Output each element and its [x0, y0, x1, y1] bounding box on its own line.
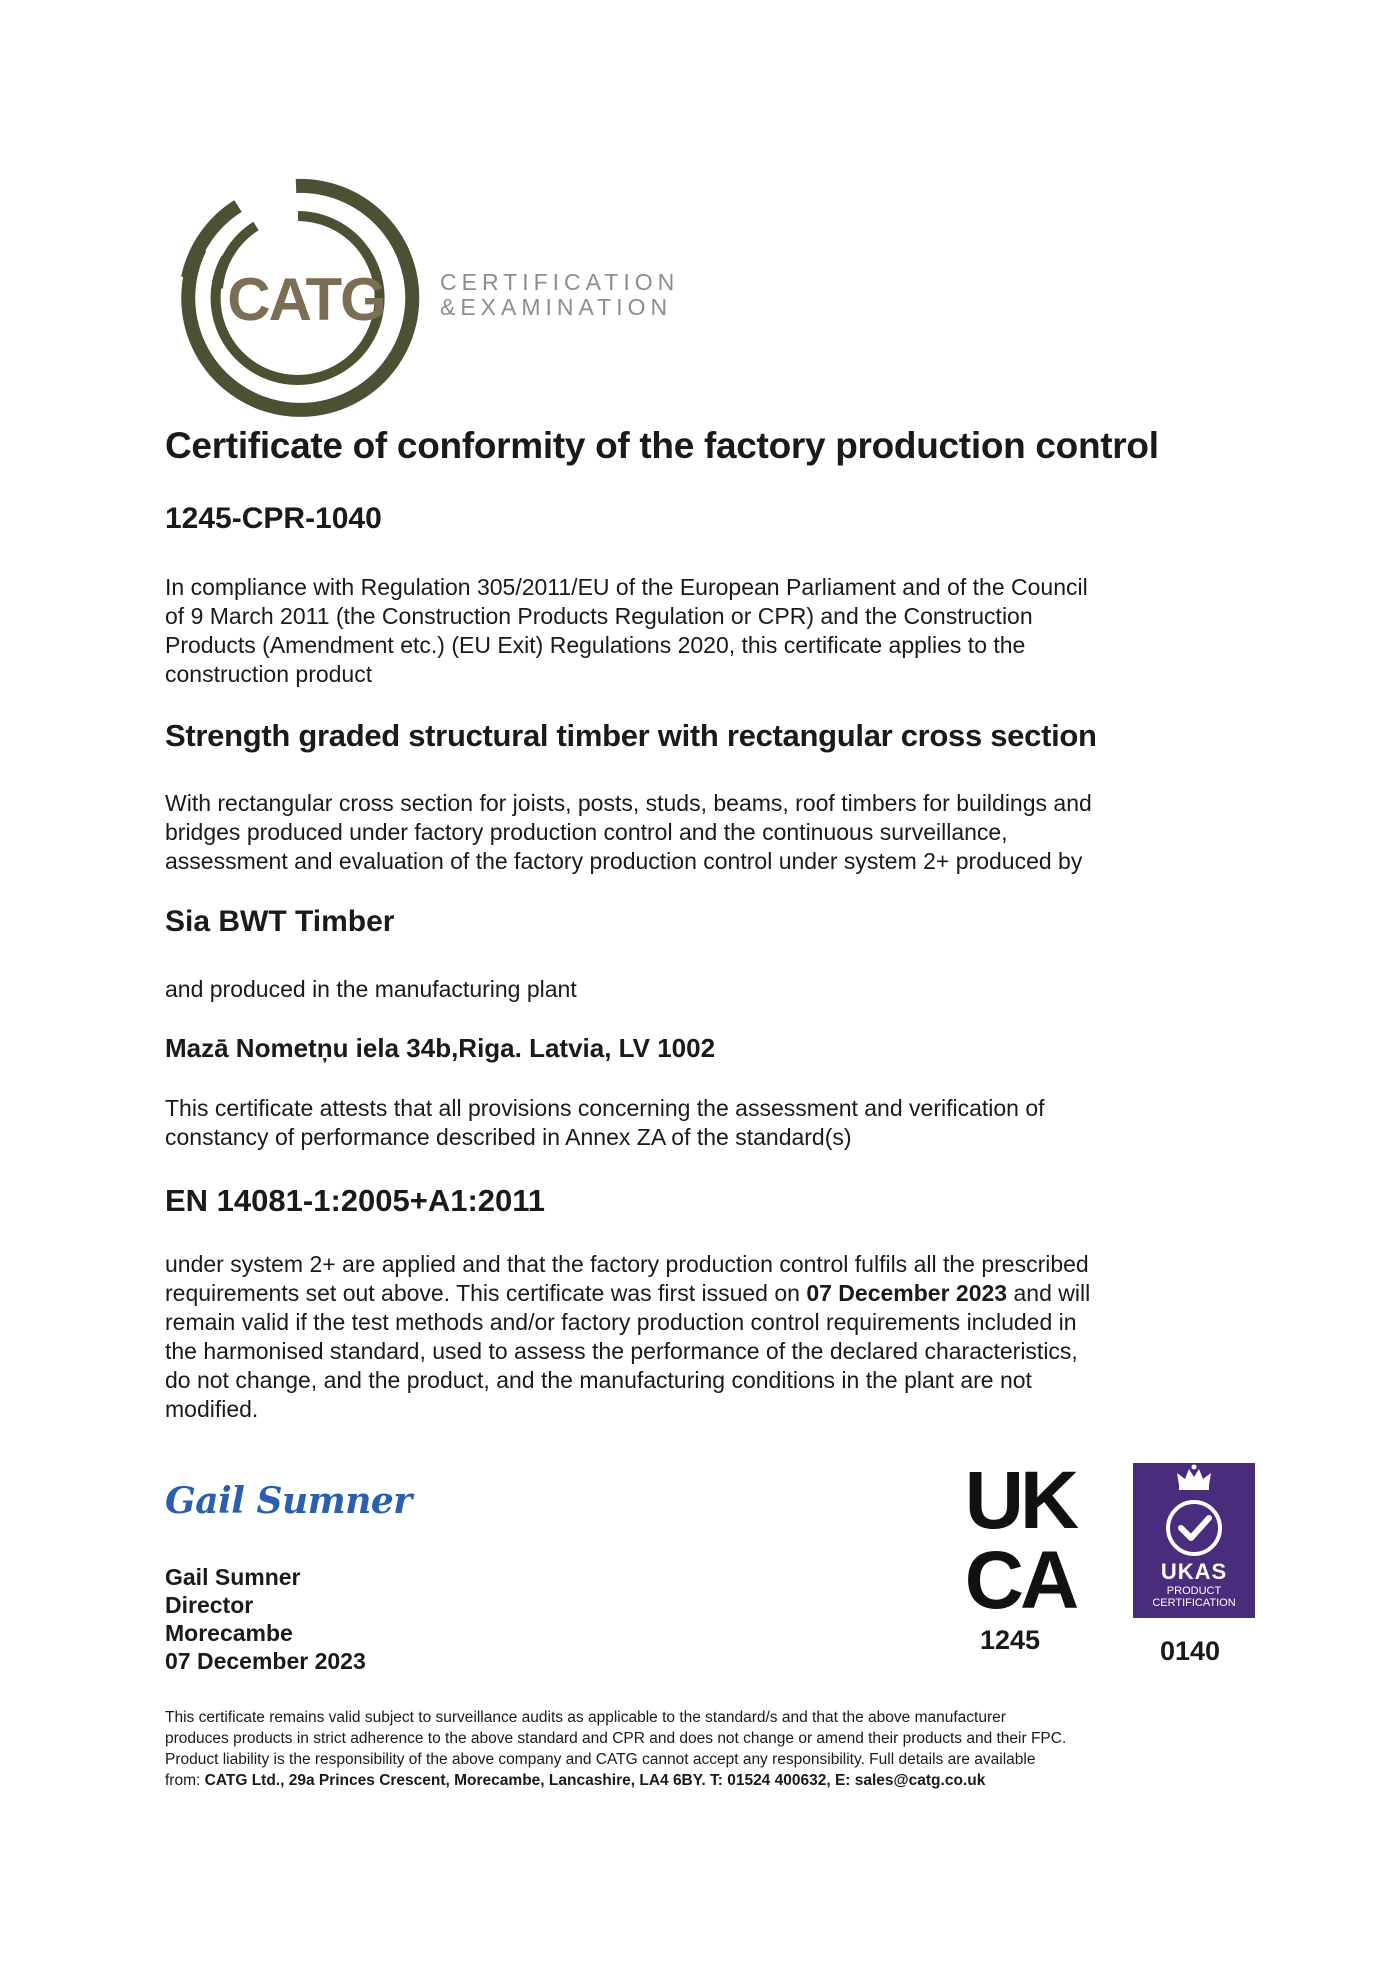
closing-line-text: requirements set out above. This certificate was first issued on — [165, 1280, 807, 1306]
issue-date: 07 December 2023 — [806, 1280, 1008, 1306]
logo-mark-text: CATG — [227, 266, 385, 333]
closing-paragraph — [165, 1250, 1245, 1424]
compliance-line: In compliance with Regulation 305/2011/EU of the European Parliament and of the Council — [165, 574, 1088, 600]
attestation-paragraph — [165, 1094, 1245, 1152]
footer-line: produces products in strict adherence to the above standard and CPR and does not change or amend their products and their FPC. — [165, 1730, 1067, 1747]
signatory-role: Director — [165, 1592, 254, 1618]
logo-tagline-line-1: CERTIFICATION — [440, 269, 680, 295]
signature-date: 07 December 2023 — [165, 1648, 366, 1674]
ukca-mark-top: UK — [964, 1460, 1076, 1546]
compliance-paragraph — [165, 573, 1245, 689]
signatory-name: Gail Sumner — [165, 1564, 301, 1590]
manufacturer-name: Sia BWT Timber — [165, 905, 395, 938]
closing-line: remain valid if the test methods and/or factory production control requirements included in — [165, 1309, 1077, 1335]
logo-tagline — [440, 270, 679, 320]
closing-line-text: and will — [1007, 1280, 1091, 1306]
ukas-mark — [1133, 1463, 1255, 1618]
footer-disclaimer — [165, 1707, 1245, 1791]
closing-line: the harmonised standard, used to assess the performance of the declared characteristics, — [165, 1338, 1078, 1364]
attestation-line: This certificate attests that all provisions concerning the assessment and verification of — [165, 1095, 1045, 1121]
compliance-line: construction product — [165, 661, 373, 687]
plant-intro: and produced in the manufacturing plant — [165, 976, 577, 1002]
closing-line: modified. — [165, 1396, 259, 1422]
handwritten-signature: Gail Sumner — [165, 1480, 412, 1522]
ukas-label: UKAS — [1160, 1559, 1228, 1584]
signatory-location: Morecambe — [165, 1620, 293, 1646]
product-heading: Strength graded structural timber with rectangular cross section — [165, 718, 1097, 753]
product-description — [165, 789, 1245, 876]
footer-line-text: from: — [165, 1772, 205, 1789]
closing-line: under system 2+ are applied and that the factory production control fulfils all the prescribed — [165, 1251, 1089, 1277]
description-line: assessment and evaluation of the factory production control under system 2+ produced by — [165, 848, 1083, 874]
signatory-block — [165, 1563, 366, 1675]
footer-contact: CATG Ltd., 29a Princes Crescent, Morecambe, Lancashire, LA4 6BY. T: 01524 400632, E: sales@catg.co.uk — [204, 1772, 986, 1789]
catg-logo — [178, 178, 678, 418]
ukas-accreditation-number: 0140 — [1160, 1636, 1221, 1666]
certificate-number: 1245-CPR-1040 — [165, 502, 382, 535]
logo-tagline-line-2: &EXAMINATION — [440, 294, 673, 320]
closing-line — [165, 1279, 1245, 1308]
description-line: bridges produced under factory production control and the continuous surveillance, — [165, 819, 1008, 845]
ukca-body-number: 1245 — [980, 1625, 1041, 1655]
catg-logo-mark — [178, 178, 428, 418]
certificate-title: Certificate of conformity of the factory production control — [165, 425, 1159, 466]
footer-line — [165, 1770, 1245, 1791]
compliance-line: Products (Amendment etc.) (EU Exit) Regulations 2020, this certificate applies to the — [165, 632, 1026, 658]
attestation-line: constancy of performance described in Annex ZA of the standard(s) — [165, 1124, 852, 1150]
ukas-sub-1: PRODUCT — [1166, 1585, 1222, 1597]
plant-address: Mazā Nometņu iela 34b,Riga. Latvia, LV 1002 — [165, 1033, 716, 1063]
description-line: With rectangular cross section for joists, posts, studs, beams, roof timbers for buildings and — [165, 790, 1092, 816]
footer-line: This certificate remains valid subject to surveillance audits as applicable to the standard/s and that the above manufacturer — [165, 1709, 1006, 1726]
standard-reference: EN 14081-1:2005+A1:2011 — [165, 1183, 546, 1218]
ukca-mark — [945, 1460, 1095, 1615]
compliance-line: of 9 March 2011 (the Construction Products Regulation or CPR) and the Construction — [165, 603, 1033, 629]
footer-line: Product liability is the responsibility of the above company and CATG cannot accept any responsibility. Full details are available — [165, 1751, 1036, 1768]
closing-line: do not change, and the product, and the manufacturing conditions in the plant are not — [165, 1367, 1032, 1393]
ukca-mark-bottom: CA — [964, 1535, 1076, 1615]
ukas-sub-2: CERTIFICATION — [1152, 1597, 1236, 1609]
